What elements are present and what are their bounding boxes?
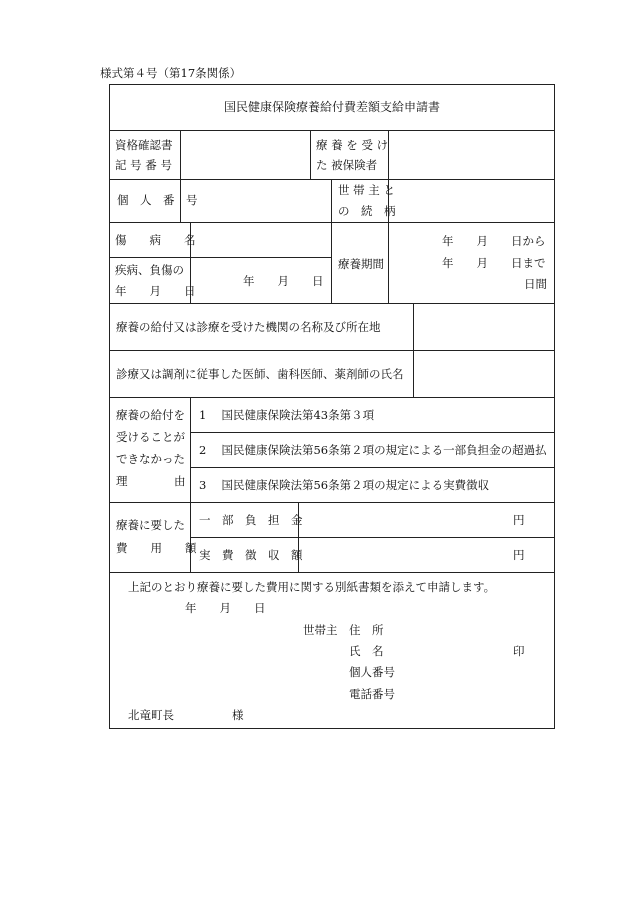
relation-label: 世 帯 主 と [338, 183, 395, 197]
reason-option-2[interactable]: 2 国民健康保険法第56条第２項の規定による一部負担金の超過払 [199, 443, 547, 457]
reason-label-3: できなかった [116, 452, 185, 466]
reason-label-4a: 理 [116, 474, 128, 488]
grid-line [109, 397, 554, 398]
declaration-text: 上記のとおり療養に要した費用に関する別紙書類を添えて申請します。 [128, 580, 496, 594]
actual-yen: 円 [513, 548, 525, 562]
grid-line [109, 257, 332, 258]
cost-label-1: 療養に要した [116, 518, 185, 532]
copay-yen: 円 [513, 513, 525, 527]
injury-name-field[interactable] [192, 223, 330, 256]
qual-cert-label-2: 記 号 番 号 [115, 158, 172, 172]
relation-field[interactable] [390, 180, 552, 221]
grid-line [190, 432, 554, 433]
relation-label-2: の 続 柄 [338, 204, 396, 218]
actual-field[interactable] [300, 538, 505, 571]
grid-line [310, 130, 311, 179]
cost-label-2: 費 用 額 [116, 541, 197, 555]
reason-label-2: 受けることが [116, 430, 185, 444]
reason-option-1[interactable]: 1 国民健康保険法第43条第３項 [199, 408, 375, 422]
applicant-address-label: 住 所 [349, 623, 384, 637]
personal-number-field[interactable] [182, 180, 330, 221]
applicant-personal-number-label: 個人番号 [349, 665, 395, 679]
injury-name-label: 傷 病 名 [115, 233, 196, 247]
reason-label-4b: 由 [174, 474, 186, 488]
period-label: 療養期間 [338, 257, 384, 271]
grid-line [190, 467, 554, 468]
injury-date-value[interactable]: 年 月 日 [243, 274, 324, 288]
copay-field[interactable] [300, 503, 505, 536]
period-from[interactable]: 年 月 日から [442, 234, 546, 248]
grid-line [388, 130, 389, 179]
seal-mark: 印 [513, 644, 525, 658]
grid-line [388, 179, 389, 303]
applicant-head-label: 世帯主 [303, 623, 338, 637]
form-title: 国民健康保険療養給付費差額支給申請書 [223, 100, 440, 114]
applicant-phone-label: 電話番号 [349, 687, 395, 701]
institution-label: 療養の給付又は診療を受けた機関の名称及び所在地 [116, 320, 381, 334]
insured-label: 療 養 を 受 け [316, 138, 389, 152]
qual-cert-field[interactable] [182, 131, 309, 178]
addressee: 北竜町長 [128, 708, 174, 722]
qual-cert-label: 資格確認書 [115, 138, 173, 152]
insured-label-2: た 被保険者 [316, 158, 378, 172]
insured-field[interactable] [390, 131, 552, 178]
addressee-honorific: 様 [232, 708, 244, 722]
doctor-label: 診療又は調剤に従事した医師、歯科医師、薬剤師の氏名 [116, 367, 404, 381]
reason-label-1: 療養の給付を [116, 408, 185, 422]
copay-label: 一 部 負 担 金 [199, 513, 303, 527]
injury-date-label-2: 年 月 日 [115, 284, 196, 298]
form-number: 様式第４号（第17条関係） [100, 66, 242, 80]
reason-option-3[interactable]: 3 国民健康保険法第56条第２項の規定による実費徴収 [199, 478, 490, 492]
period-to[interactable]: 年 月 日まで [442, 256, 546, 270]
grid-line [180, 130, 181, 222]
actual-label: 実 費 徴 収 額 [199, 548, 303, 562]
period-days[interactable]: 日間 [524, 277, 547, 291]
application-date[interactable]: 年 月 日 [185, 601, 266, 615]
applicant-name-label: 氏 名 [349, 644, 384, 658]
doctor-field[interactable] [415, 351, 552, 396]
grid-line [331, 179, 332, 303]
grid-line [109, 572, 554, 573]
grid-line [413, 303, 414, 397]
injury-date-label: 疾病、負傷の [115, 263, 184, 277]
personal-number-label: 個 人 番 号 [117, 193, 198, 207]
institution-field[interactable] [415, 304, 552, 349]
